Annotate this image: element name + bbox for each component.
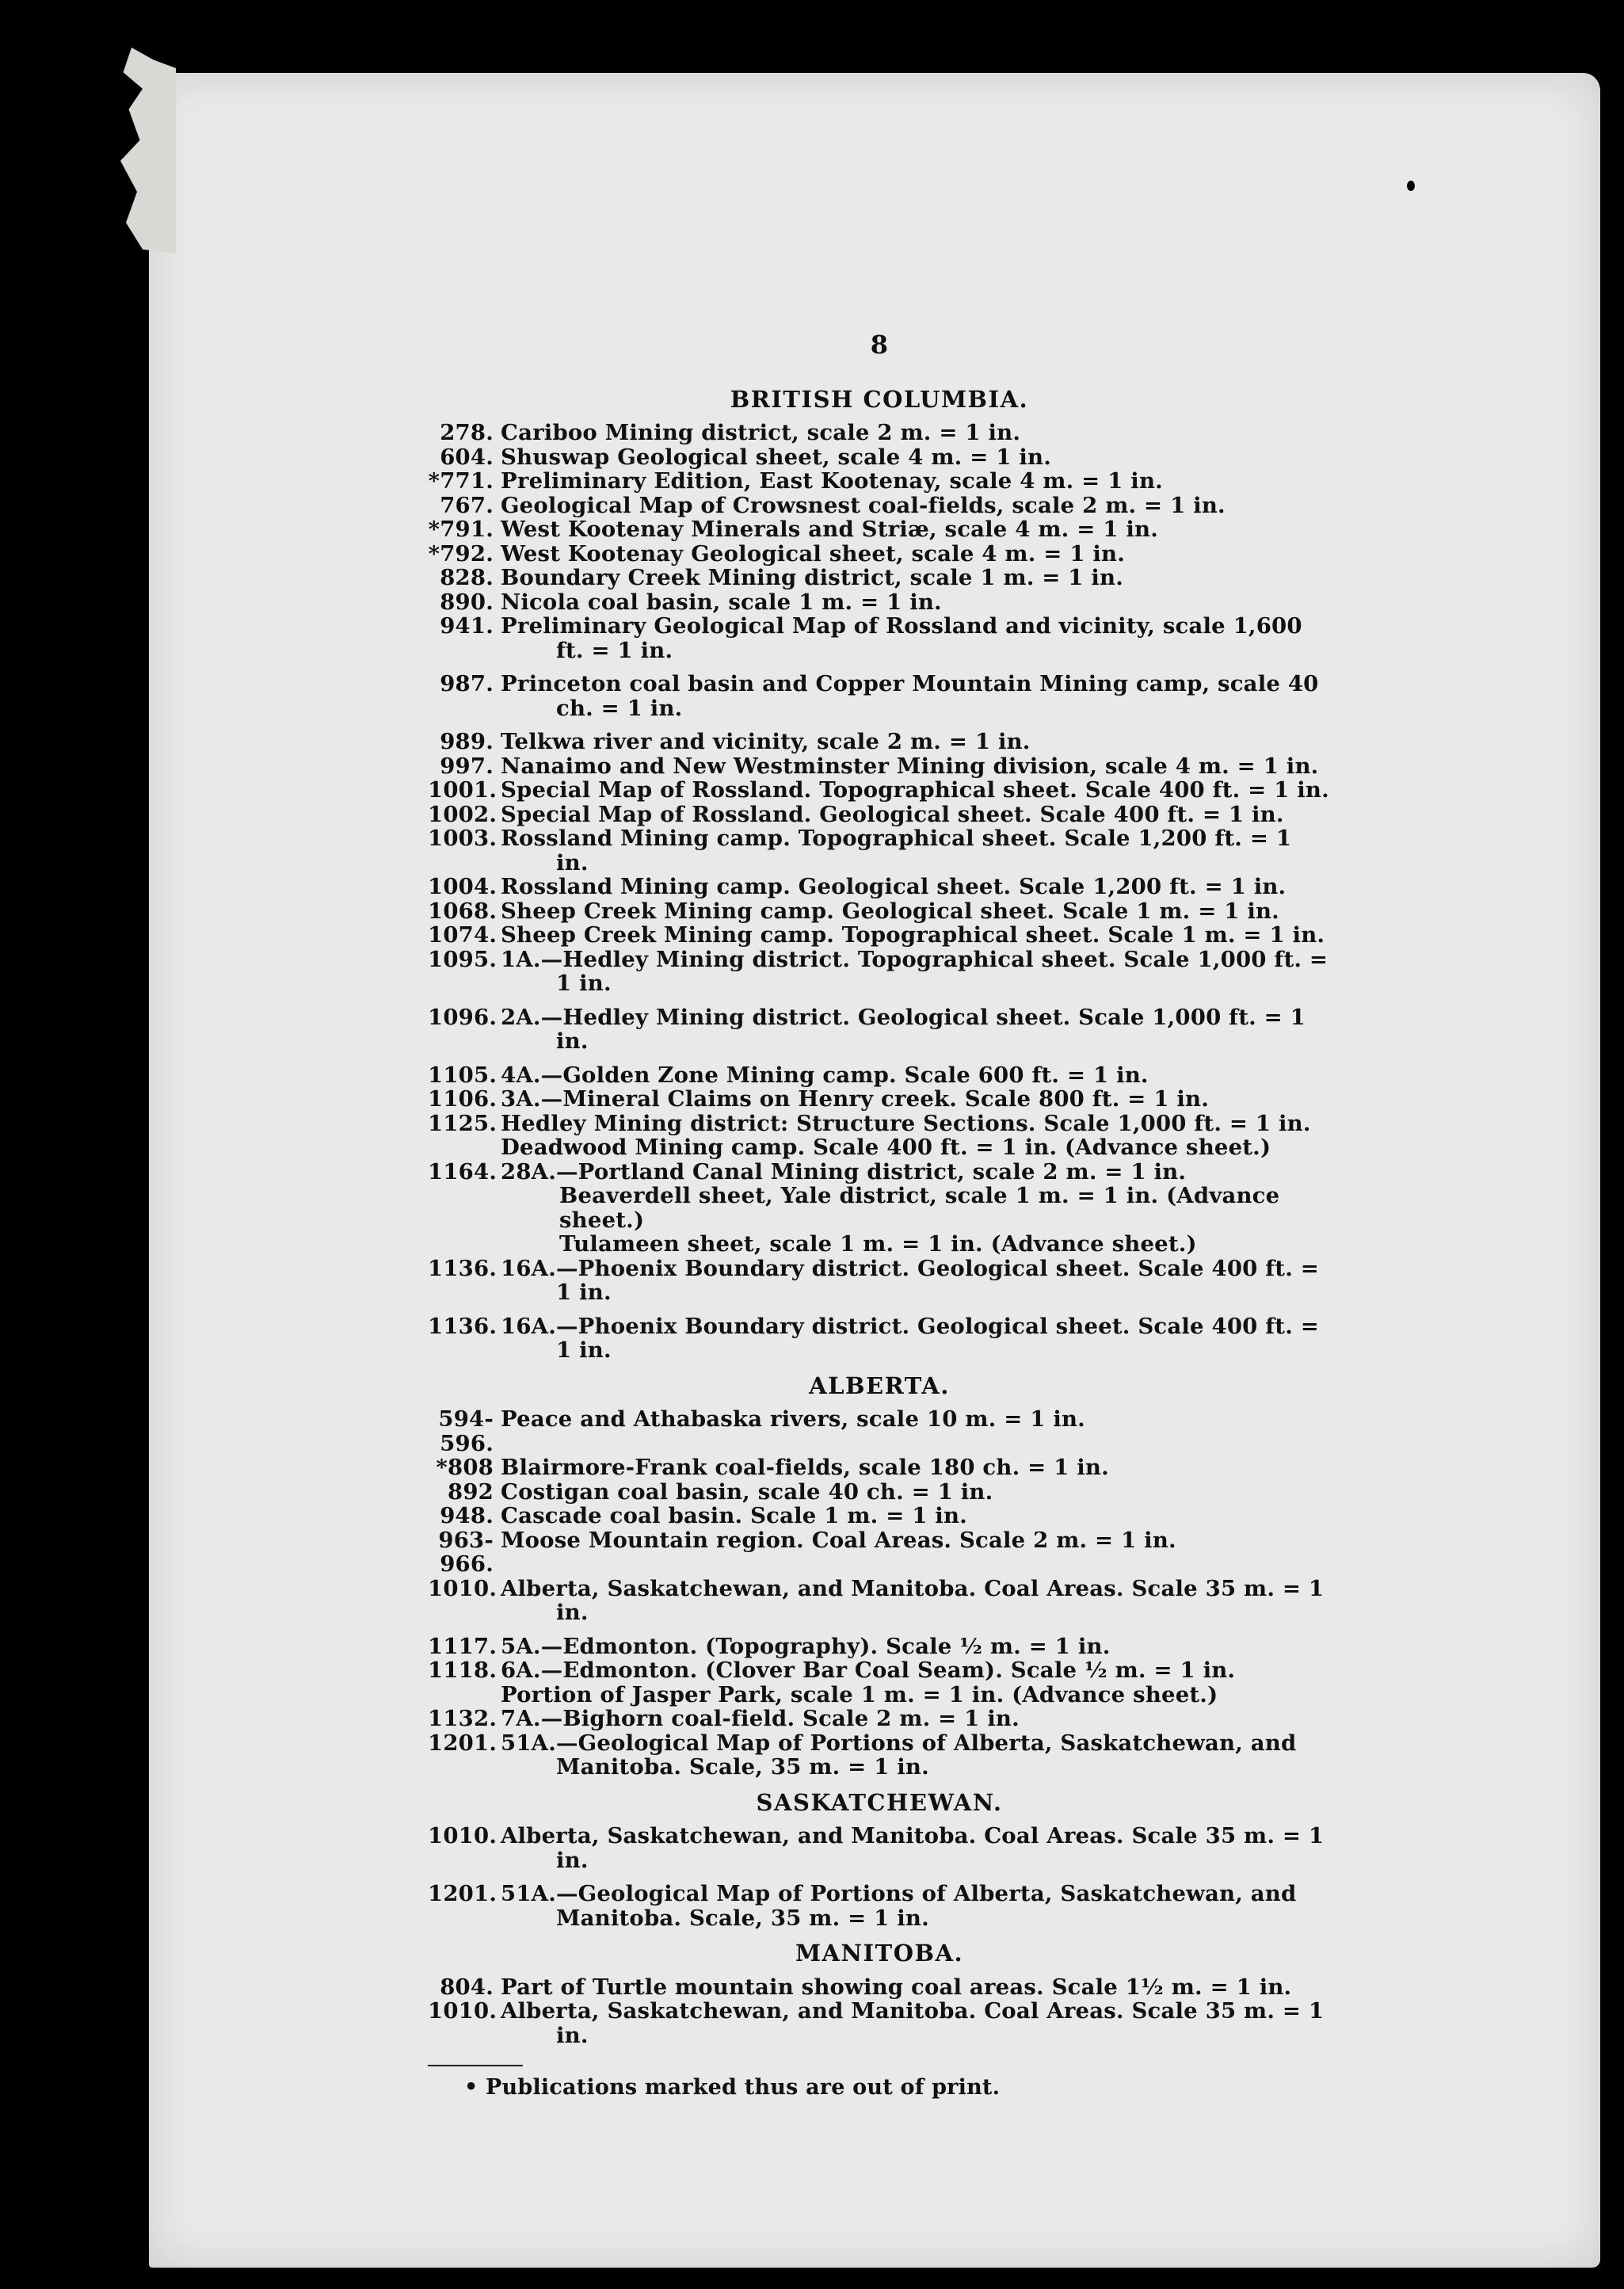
publication-number: 1010. [428,1575,497,1601]
publication-title: Princeton coal basin and Copper Mountain Mining camp, scale 40 ch. = 1 in. [501,671,1319,721]
list-item [428,803,1331,827]
list-item [428,1232,1331,1257]
publication-number: 997. [440,753,494,779]
publication-number: 1201. [428,1881,497,1906]
list-item [428,1135,1331,1160]
section-heading: SASKATCHEWAN. [756,1788,1003,1816]
list-item [428,948,1331,996]
publication-title: 4A.—Golden Zone Mining camp. Scale 600 ft. = 1 in. [501,1062,1149,1088]
publication-number: 989. [440,729,494,754]
publication-number: 1095. [428,946,497,972]
section-heading: ALBERTA. [809,1371,950,1399]
section-heading: MANITOBA. [795,1940,964,1967]
publication-number: 963-966. [438,1527,494,1577]
publication-number: 1105. [428,1062,497,1088]
list-item [428,1999,1331,2047]
publication-title: Peace and Athabaska rivers, scale 10 m. = 1 in. [501,1406,1085,1432]
list-item [428,445,1331,470]
list-item [428,517,1331,542]
publication-title: Alberta, Saskatchewan, and Manitoba. Coal Areas. Scale 35 m. = 1 in. [501,1575,1325,1625]
list-item [428,1658,1331,1683]
list-item [428,1528,1331,1577]
list-item [428,875,1331,899]
list-item [428,778,1331,803]
list-item [428,1407,1331,1455]
publication-number: 594-596. [438,1406,494,1456]
publication-title: Deadwood Mining camp. Scale 400 ft. = 1 in. (Advance sheet.) [501,1135,1271,1160]
list-item [428,730,1331,754]
publication-title: 2A.—Hedley Mining district. Geological sheet. Scale 1,000 ft. = 1 in. [501,1004,1306,1054]
entry-spacer [428,996,1331,1005]
list-item [428,421,1331,445]
publication-title: 1A.—Hedley Mining district. Topographical sheet. Scale 1,000 ft. = 1 in. [501,946,1329,996]
dust-speck [1407,181,1415,191]
list-item [428,754,1331,779]
publication-number: 1010. [428,1823,497,1848]
publication-number: 1010. [428,1998,497,2024]
torn-page-edge [120,48,176,254]
publication-title: Rossland Mining camp. Geological sheet. Scale 1,200 ft. = 1 in. [501,874,1287,899]
page-number: 8 [870,330,889,360]
publication-title: Preliminary Geological Map of Rossland and vicinity, scale 1,600 ft. = 1 in. [501,613,1302,663]
publication-title: Telkwa river and vicinity, scale 2 m. = 1 in. [501,729,1031,754]
list-item [428,1160,1331,1185]
list-item [428,899,1331,924]
publication-number: 1118. [428,1658,497,1683]
publication-title: 3A.—Mineral Claims on Henry creek. Scale 800 ft. = 1 in. [501,1086,1209,1112]
publication-number: 1001. [428,777,497,803]
section-heading: BRITISH COLUMBIA. [730,385,1029,413]
publication-title: Shuswap Geological sheet, scale 4 m. = 1 in. [501,444,1051,470]
publication-title: 51A.—Geological Map of Portions of Alberta, Saskatchewan, and Manitoba. Scale, 35 m. = 1 in. [501,1730,1297,1780]
list-item [428,566,1331,590]
publication-title: Rossland Mining camp. Topographical sheet. Scale 1,200 ft. = 1 in. [501,826,1292,876]
publication-number: 1074. [428,922,497,948]
publication-number: 948. [440,1503,494,1528]
publication-number: 987. [440,671,494,696]
footnote-rule [428,2065,523,2066]
publication-number: 767. [440,492,494,518]
document-body [428,330,1331,2100]
list-item [428,1683,1331,1707]
publication-number: 828. [440,565,494,590]
list-item [428,1577,1331,1625]
publication-title: Moose Mountain region. Coal Areas. Scale 2 m. = 1 in. [501,1527,1176,1553]
publication-title: Sheep Creek Mining camp. Topographical sheet. Scale 1 m. = 1 in. [501,922,1325,948]
publication-number: 1003. [428,826,497,851]
publication-number: 1164. [428,1158,497,1185]
publication-title: Tulameen sheet, scale 1 m. = 1 in. (Advance sheet.) [559,1231,1197,1257]
list-item [428,1480,1331,1505]
publication-number: 804. [440,1974,494,2000]
publication-title: Special Map of Rossland. Geological sheet. Scale 400 ft. = 1 in. [501,801,1284,827]
list-item [428,1504,1331,1528]
publication-number: 278. [440,420,494,445]
list-item [428,1455,1331,1480]
publication-title: Beaverdell sheet, Yale district, scale 1 m. = 1 in. (Advance sheet.) [559,1183,1280,1233]
sections-container [428,387,1331,2048]
publication-number: 1004. [428,874,497,899]
publication-number: *791. [428,517,494,542]
list-item [428,1314,1331,1363]
footnote: • Publications marked thus are out of print. [464,2075,1001,2100]
publication-title: Portion of Jasper Park, scale 1 m. = 1 in. (Advance sheet.) [501,1681,1218,1707]
publication-title: Geological Map of Crowsnest coal-fields, scale 2 m. = 1 in. [501,492,1226,518]
list-item [428,826,1331,875]
publication-title: 16A.—Phoenix Boundary district. Geological sheet. Scale 400 ft. = 1 in. [501,1313,1319,1363]
publication-number: 890. [440,589,494,615]
publication-number: *808 [436,1455,494,1480]
list-item [428,1975,1331,2000]
list-item [428,1635,1331,1659]
publication-title: 7A.—Bighorn coal-field. Scale 2 m. = 1 in. [501,1706,1020,1731]
publication-title: Hedley Mining district: Structure Sections. Scale 1,000 ft. = 1 in. [501,1110,1311,1136]
publication-title: West Kootenay Geological sheet, scale 4 m. = 1 in. [501,540,1125,567]
publication-number: 1096. [428,1004,497,1030]
list-item [428,1063,1331,1088]
list-item [428,1882,1331,1930]
list-item [428,1707,1331,1731]
publication-number: 1132. [428,1706,497,1731]
publication-number: 1201. [428,1730,497,1756]
publication-title: Preliminary Edition, East Kootenay, scale 4 m. = 1 in. [501,468,1163,494]
list-item [428,469,1331,494]
list-item [428,1112,1331,1136]
publication-number: 1117. [428,1633,497,1659]
list-item [428,1731,1331,1780]
publication-title: Special Map of Rossland. Topographical sheet. Scale 400 ft. = 1 in. [501,777,1329,803]
publication-title: Costigan coal basin, scale 40 ch. = 1 in. [501,1478,993,1505]
publication-number: 1136. [428,1255,497,1281]
list-item [428,1005,1331,1054]
publication-number: 1125. [428,1110,497,1136]
list-item [428,614,1331,662]
list-item [428,923,1331,948]
list-item [428,1184,1331,1232]
publication-title: 51A.—Geological Map of Portions of Alberta, Saskatchewan, and Manitoba. Scale, 35 m. = 1 in. [501,1881,1297,1931]
list-item [428,590,1331,615]
publication-number: 604. [440,444,494,470]
publication-title: Boundary Creek Mining district, scale 1 m. = 1 in. [501,565,1124,590]
entry-spacer [428,1054,1331,1063]
publication-number [428,1683,501,1707]
publication-title: Nicola coal basin, scale 1 m. = 1 in. [501,589,942,615]
publication-title: Alberta, Saskatchewan, and Manitoba. Coal Areas. Scale 35 m. = 1 in. [501,1998,1325,2048]
publication-title: 28A.—Portland Canal Mining district, scale 2 m. = 1 in. [501,1158,1187,1185]
publication-title: Cariboo Mining district, scale 2 m. = 1 in. [501,420,1021,445]
publication-number: *792. [428,540,494,567]
publication-title: 16A.—Phoenix Boundary district. Geological sheet. Scale 400 ft. = 1 in. [501,1255,1319,1305]
publication-number: 941. [440,613,494,639]
list-item [428,1087,1331,1112]
dust-speck [8,1195,14,1201]
publication-title: Cascade coal basin. Scale 1 m. = 1 in. [501,1503,967,1528]
publication-title: Nanaimo and New Westminster Mining division, scale 4 m. = 1 in. [501,753,1319,779]
entry-spacer [428,1625,1331,1635]
publication-title: West Kootenay Minerals and Striæ, scale 4 m. = 1 in. [501,517,1158,542]
publication-number: *771. [428,468,494,494]
publication-number: 892 [447,1478,494,1505]
publication-title: 6A.—Edmonton. (Clover Bar Coal Seam). Scale ½ m. = 1 in. [501,1658,1236,1683]
publication-number: 1068. [428,898,497,924]
publication-number [428,1232,501,1257]
entry-spacer [428,1305,1331,1314]
list-item [428,542,1331,567]
publication-number: 1002. [428,801,497,827]
list-item [428,494,1331,518]
publication-number [428,1184,501,1232]
publication-title: Alberta, Saskatchewan, and Manitoba. Coal Areas. Scale 35 m. = 1 in. [501,1823,1325,1873]
publication-title: 5A.—Edmonton. (Topography). Scale ½ m. = 1 in. [501,1633,1111,1659]
list-item [428,1257,1331,1305]
publication-title: Sheep Creek Mining camp. Geological sheet. Scale 1 m. = 1 in. [501,898,1279,924]
list-item [428,1824,1331,1872]
publication-number: 1106. [428,1086,497,1112]
publication-title: Part of Turtle mountain showing coal areas. Scale 1½ m. = 1 in. [501,1974,1292,2000]
list-item [428,672,1331,720]
publication-number [428,1135,501,1160]
publication-title: Blairmore-Frank coal-fields, scale 180 ch. = 1 in. [501,1455,1109,1480]
publication-number: 1136. [428,1313,497,1339]
